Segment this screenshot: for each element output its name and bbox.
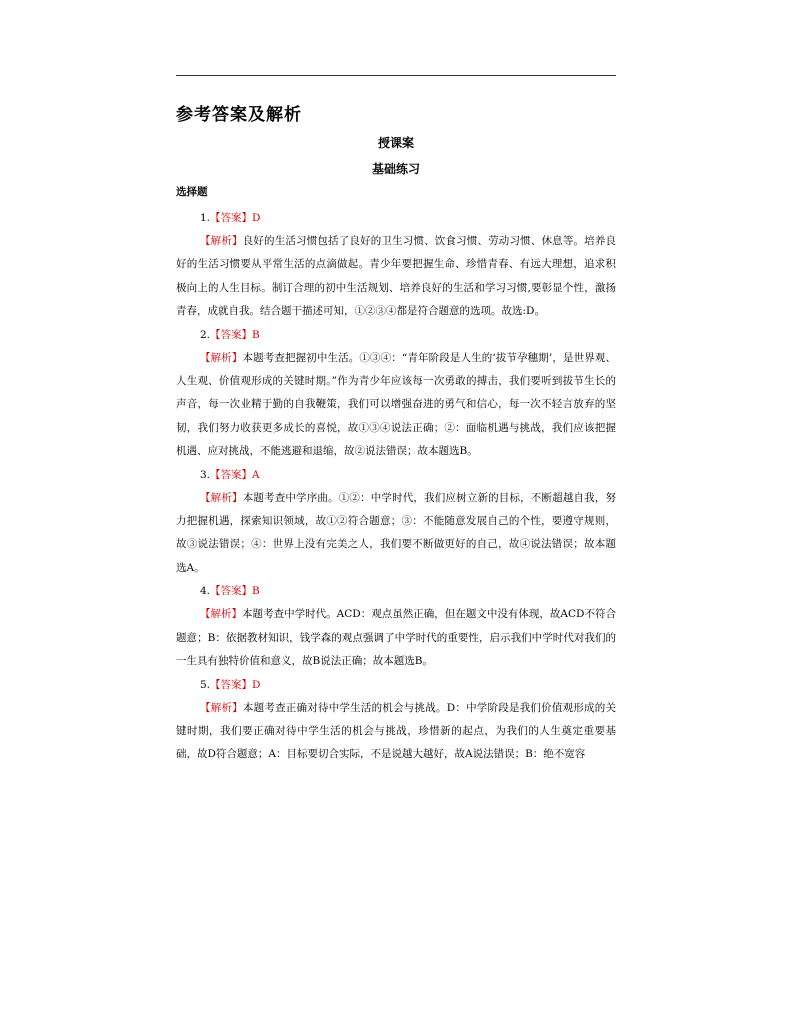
explanation-tag: 【解析】 xyxy=(200,351,243,364)
explanation-text: 本题考查正确对待中学生活的机会与挑战。D：中学阶段是我们价值观形成的关键时期，我们要正确对待中学生活的机会与挑战，珍惜新的起点，为我们的人生奠定重要基础，故D符合题意；A：目标要切合实际，不是说越大越好，故A说法错误；B：绝不宽容 xyxy=(176,701,616,761)
question-number: 5. xyxy=(200,678,211,691)
answer-list xyxy=(176,207,616,767)
answer-tag: 【答案】 xyxy=(210,678,253,691)
header-rule xyxy=(176,75,616,76)
explanation xyxy=(176,603,616,673)
explanation-tag: 【解析】 xyxy=(200,235,243,247)
answer-tag: 【答案】 xyxy=(210,328,253,341)
explanation xyxy=(176,230,616,324)
explanation-tag: 【解析】 xyxy=(200,608,243,621)
question-5 xyxy=(176,674,616,767)
question-1 xyxy=(176,207,616,324)
explanation xyxy=(176,697,616,767)
explanation-text: 良好的生活习惯包括了良好的卫生习惯、饮食习惯、劳动习惯、休息等。培养良好的生活习惯要从平常生活的点滴做起。青少年要把握生命、珍惜青春、有远大理想，追求积极向上的人生目标。制订合理的初中生活规划、培养良好的生活和学习习惯,要彰显个性，激扬青春，成就自我。结合题干描述可知，①②③④都是符合题意的选项。故选:D。 xyxy=(176,235,617,318)
question-number: 2. xyxy=(200,328,211,341)
explanation-text: 本题考查把握初中生活。①③④：“青年阶段是人生的‘拔节孕穗期’，是世界观、人生观、价值观形成的关键时期。”作为青少年应该每一次勇敢的搏击，我们要听到拔节生长的声音，每一次业精于勤的自我鞭策，我们可以增强奋进的勇气和信心，每一次不轻言放弃的坚韧，我们努力收获更多成长的喜悦，故①③④说法正确；②：面临机遇与挑战，我们应该把握机遇、应对挑战，不能逃避和退缩，故②说法错误；故本题选B。 xyxy=(176,351,616,458)
section-label: 选择题 xyxy=(176,186,208,198)
answer-line xyxy=(176,580,616,603)
answer-value: D xyxy=(252,212,261,224)
basic-practice-heading: 基础练习 xyxy=(371,162,420,176)
explanation-text: 本题考查中学序曲。①②：中学时代，我们应树立新的目标，不断超越自我，努力把握机遇，探索知识领域，故①②符合题意；③：不能随意发展自己的个性，要遵守规则，故③说法错误；④：世界上没有完美之人，我们要不断做更好的自己，故④说法错误；故本题选A。 xyxy=(176,491,617,574)
answer-tag: 【答案】 xyxy=(210,212,253,224)
question-4 xyxy=(176,580,616,673)
question-number: 3. xyxy=(200,468,211,481)
answer-value: B xyxy=(252,585,260,598)
answer-value: B xyxy=(252,328,260,341)
question-number: 4. xyxy=(200,585,211,598)
answer-line xyxy=(176,324,616,347)
question-2 xyxy=(176,324,616,464)
explanation-tag: 【解析】 xyxy=(200,491,243,504)
question-3 xyxy=(176,464,616,581)
explanation xyxy=(176,347,616,464)
explanation-tag: 【解析】 xyxy=(200,701,243,714)
answer-tag: 【答案】 xyxy=(210,585,253,598)
answer-line xyxy=(176,207,616,230)
answer-value: D xyxy=(252,678,261,691)
answer-line xyxy=(176,464,616,487)
page-title: 参考答案及解析 xyxy=(176,105,302,125)
answer-value: A xyxy=(252,468,260,481)
explanation xyxy=(176,487,616,581)
question-number: 1. xyxy=(200,212,211,224)
lesson-heading: 授课案 xyxy=(377,136,414,150)
answer-tag: 【答案】 xyxy=(210,468,253,481)
answer-line xyxy=(176,674,616,697)
explanation-text: 本题考查中学时代。ACD：观点虽然正确，但在题文中没有体现，故ACD不符合题意；B：依据教材知识，钱学森的观点强调了中学时代的重要性，启示我们中学时代对我们的一生具有独特价值和意义，故B说法正确；故本题选B。 xyxy=(176,608,616,668)
